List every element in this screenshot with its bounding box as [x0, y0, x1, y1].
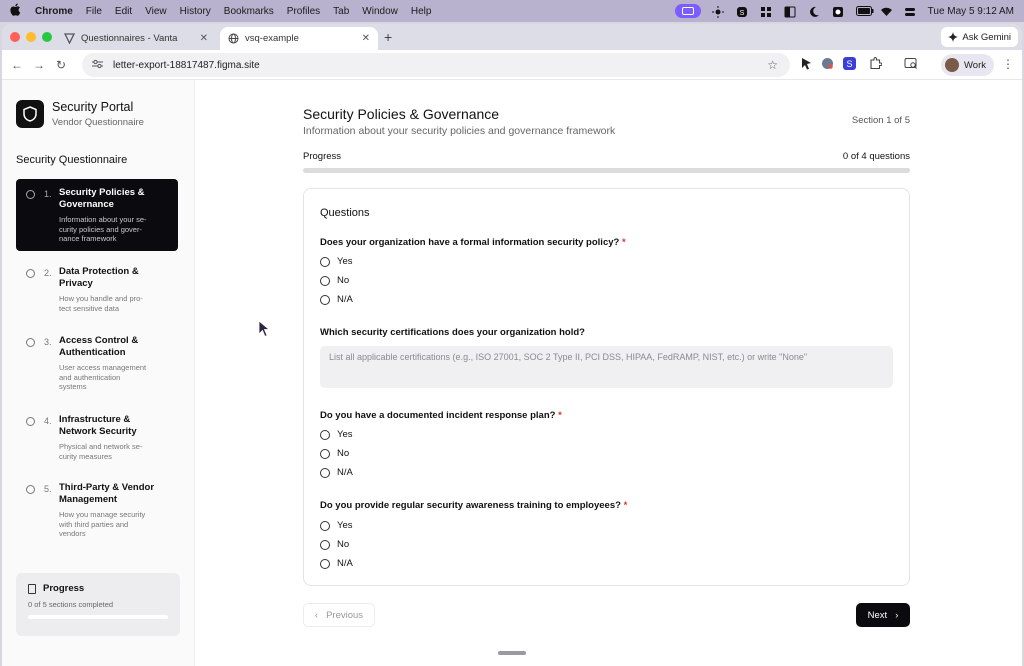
more-menu-icon[interactable]: ⋮: [1002, 57, 1014, 71]
tab-questionnaires[interactable]: [56, 27, 216, 50]
section-title: Data Protection & Privacy: [59, 266, 139, 289]
extension-s-icon[interactable]: [843, 57, 856, 70]
address-bar[interactable]: [82, 53, 790, 77]
sidebar-heading: Security Questionnaire: [16, 154, 128, 166]
sidebar-item-infrastructure[interactable]: [16, 406, 178, 469]
tab-label: Questionnaires - Vanta: [81, 33, 178, 44]
back-icon[interactable]: ←: [11, 57, 23, 72]
grid-icon[interactable]: [760, 6, 773, 17]
section-title: Security Policies & Governance: [59, 187, 145, 210]
menu-view[interactable]: View: [145, 5, 167, 17]
status-circle-icon: [26, 485, 35, 494]
menu-profiles[interactable]: Profiles: [286, 5, 321, 17]
section-number: 1.: [44, 189, 52, 199]
avatar: [945, 58, 959, 72]
battery-icon[interactable]: [856, 6, 869, 17]
status-circle-icon: [26, 417, 35, 426]
sections-progress-bar: [28, 615, 168, 619]
radio-button[interactable]: [320, 559, 330, 569]
sidebar-item-third-party[interactable]: [16, 474, 178, 547]
menu-bar: [0, 0, 1024, 22]
option-no[interactable]: No: [320, 539, 349, 550]
option-no[interactable]: No: [320, 448, 349, 459]
bookmark-star-icon[interactable]: ☆: [767, 58, 778, 72]
option-yes[interactable]: Yes: [320, 256, 353, 267]
radio-button[interactable]: [320, 468, 330, 478]
menu-edit[interactable]: Edit: [114, 5, 133, 17]
profile-label: Work: [964, 59, 986, 71]
menu-help[interactable]: Help: [410, 5, 432, 17]
tab-label: vsq-example: [245, 33, 299, 44]
card-title: Questions: [320, 207, 370, 219]
question-count: 0 of 4 questions: [842, 151, 910, 162]
new-tab-icon[interactable]: +: [384, 29, 393, 45]
section-title: Infrastructure & Network Security: [59, 414, 137, 437]
section-description: Information about your se- curity policies and gover- nance framework: [59, 215, 147, 243]
radio-button[interactable]: [320, 295, 330, 305]
question-certifications: Which security certifications does your organization hold?: [320, 327, 585, 338]
option-yes[interactable]: Yes: [320, 429, 353, 440]
apple-icon[interactable]: [10, 3, 21, 19]
section-number: 3.: [44, 337, 52, 347]
skype-icon[interactable]: [736, 6, 749, 17]
mouse-pointer-icon: [258, 320, 270, 343]
reload-icon[interactable]: ↻: [55, 57, 67, 72]
layout-icon[interactable]: [784, 6, 797, 17]
question-awareness-training: Do you provide regular security awareness training to employees? *: [320, 500, 628, 511]
tab-vsq-example[interactable]: [220, 27, 378, 50]
wifi-icon[interactable]: [880, 6, 893, 17]
profile-chip[interactable]: [941, 54, 994, 76]
radio-button[interactable]: [320, 540, 330, 550]
section-description: How you manage security with third parties and vendors: [59, 510, 146, 538]
sidebar-item-access-control[interactable]: [16, 327, 178, 400]
minimize-window-button[interactable]: [26, 32, 36, 42]
window-controls: [10, 32, 52, 42]
svg-text:S: S: [739, 9, 744, 17]
option-na[interactable]: N/A: [320, 558, 353, 569]
questions-card: [303, 188, 910, 586]
section-title: Access Control & Authentication: [59, 335, 139, 358]
radio-button[interactable]: [320, 521, 330, 531]
site-settings-icon[interactable]: [92, 59, 103, 72]
menu-file[interactable]: File: [85, 5, 102, 17]
previous-button[interactable]: ‹ Previous: [303, 603, 375, 627]
required-marker: *: [558, 410, 562, 421]
section-number: 5.: [44, 484, 52, 494]
chevron-left-icon: ‹: [314, 609, 319, 621]
radio-button[interactable]: [320, 430, 330, 440]
menu-tab[interactable]: Tab: [333, 5, 350, 17]
screen-record-icon[interactable]: [675, 4, 701, 18]
svg-text:S: S: [846, 59, 853, 69]
option-no[interactable]: No: [320, 275, 349, 286]
radio-button[interactable]: [320, 257, 330, 267]
app-circle-icon[interactable]: [832, 6, 845, 17]
vanta-icon: [64, 33, 75, 44]
section-indicator: Section 1 of 5: [851, 115, 910, 126]
document-icon: [28, 584, 36, 594]
status-circle-icon: [26, 190, 35, 199]
page-content: [2, 80, 1022, 666]
extension-cursor-icon[interactable]: [800, 57, 813, 70]
brand: [16, 100, 144, 128]
forward-icon[interactable]: →: [33, 57, 45, 72]
tab-strip: [2, 24, 1022, 50]
page-title: Security Policies & Governance: [303, 106, 500, 122]
option-yes[interactable]: Yes: [320, 520, 353, 531]
browser-toolbar: [2, 50, 1022, 80]
brand-title: Security Portal: [52, 100, 134, 114]
section-description: User access management and authentication systems: [59, 363, 147, 391]
section-description: How you handle and pro- tect sensitive data: [59, 294, 143, 313]
globe-icon: [228, 33, 239, 44]
progress-card-title: Progress: [43, 583, 85, 594]
browser-window: [2, 24, 1022, 666]
required-marker: *: [623, 500, 628, 511]
progress-card: [16, 573, 180, 636]
brand-subtitle: Vendor Questionnaire: [52, 117, 144, 128]
radio-button[interactable]: [320, 449, 330, 459]
questions-progress-bar: [303, 168, 910, 173]
maximize-window-button[interactable]: [42, 32, 52, 42]
sidebar: [2, 80, 195, 666]
sections-completed-text: 0 of 5 sections completed: [28, 600, 114, 609]
next-button[interactable]: Next ›: [856, 603, 910, 627]
option-na[interactable]: N/A: [320, 294, 353, 305]
control-center-icon[interactable]: [904, 6, 917, 17]
section-number: 4.: [44, 416, 52, 426]
question-incident-response: Do you have a documented incident response plan? *: [320, 410, 562, 421]
menu-window[interactable]: Window: [362, 5, 398, 17]
section-title: Third-Party & Vendor Management: [59, 482, 155, 505]
close-tab-icon[interactable]: ✕: [361, 33, 370, 44]
menu-history[interactable]: History: [179, 5, 211, 17]
required-marker: *: [621, 237, 626, 248]
tab-search-icon[interactable]: [904, 57, 917, 70]
chevron-right-icon: ›: [895, 609, 899, 621]
close-tab-icon[interactable]: ✕: [199, 33, 208, 44]
ask-gemini-button[interactable]: [941, 27, 1018, 47]
section-number: 2.: [44, 268, 52, 278]
progress-label: Progress: [303, 151, 342, 162]
url-text: letter-export-18817487.figma.site: [113, 59, 260, 71]
option-na[interactable]: N/A: [320, 467, 353, 478]
scroll-handle[interactable]: [498, 651, 526, 655]
sun-icon[interactable]: [712, 6, 725, 17]
menu-bookmarks[interactable]: Bookmarks: [223, 5, 274, 17]
status-circle-icon: [26, 269, 35, 278]
section-description: Physical and network se- curity measures: [59, 442, 143, 461]
status-circle-icon: [26, 338, 35, 347]
ask-gemini-label: Ask Gemini: [962, 31, 1011, 43]
extension-globe-icon[interactable]: [821, 57, 834, 70]
menubar-clock[interactable]: Tue May 5 9:12 AM: [927, 5, 1014, 17]
menu-chrome[interactable]: Chrome: [35, 5, 73, 17]
close-window-button[interactable]: [10, 32, 20, 42]
extensions-puzzle-icon[interactable]: [869, 57, 882, 70]
certifications-textarea[interactable]: [320, 346, 893, 388]
question-security-policy: Does your organization have a formal information security policy? *: [320, 237, 626, 248]
sidebar-item-security-policies[interactable]: [16, 179, 178, 251]
shield-icon: [16, 100, 44, 128]
page-subtitle: Information about your security policies and governance framework: [303, 125, 616, 137]
moon-icon[interactable]: [808, 6, 821, 17]
radio-button[interactable]: [320, 276, 330, 286]
gemini-icon: [948, 32, 958, 42]
sidebar-item-data-protection[interactable]: [16, 258, 178, 321]
